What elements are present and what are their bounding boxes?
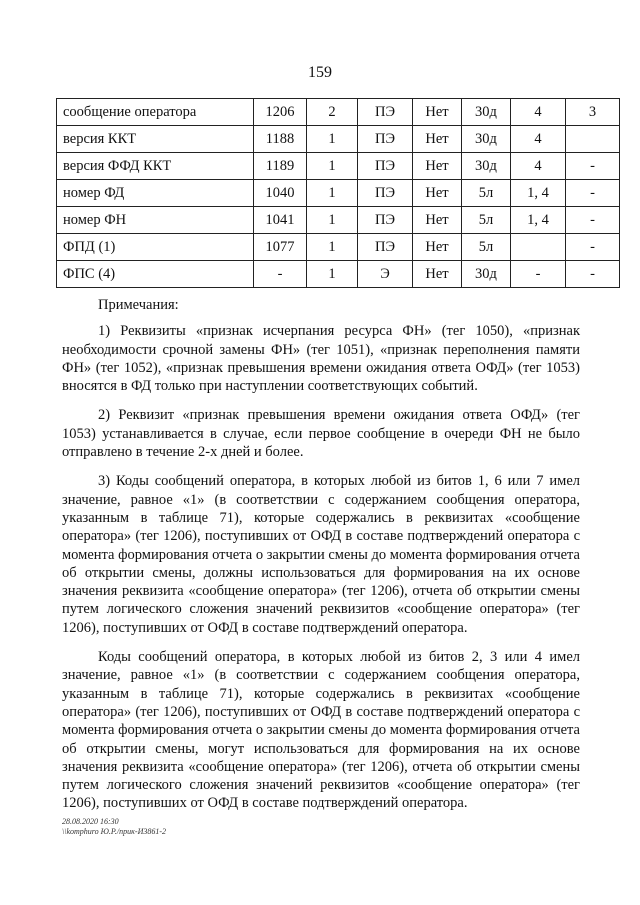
table-cell: 1077 [254, 234, 307, 261]
table-row [57, 261, 620, 288]
table-row [57, 234, 620, 261]
table-cell: 30д [462, 153, 511, 180]
table-row [57, 153, 620, 180]
table-cell: Нет [413, 180, 462, 207]
table-cell: Нет [413, 207, 462, 234]
table-cell: - [566, 153, 620, 180]
table-cell: номер ФН [57, 207, 254, 234]
table-cell: - [566, 261, 620, 288]
table-cell: 1, 4 [511, 180, 566, 207]
table-cell: ПЭ [358, 126, 413, 153]
table-cell: 1 [307, 207, 358, 234]
table-cell: 1 [307, 126, 358, 153]
table-cell: ПЭ [358, 207, 413, 234]
table-cell [566, 126, 620, 153]
footer-path: \\komphuro Ю.Р./прик-И3861-2 [62, 827, 167, 836]
table-cell: Нет [413, 153, 462, 180]
table-cell: 1041 [254, 207, 307, 234]
table-cell: ФПД (1) [57, 234, 254, 261]
table-cell: 30д [462, 261, 511, 288]
requisites-table [56, 98, 620, 288]
table-cell: ПЭ [358, 153, 413, 180]
table-cell: 5л [462, 234, 511, 261]
table-cell: 1 [307, 261, 358, 288]
table-cell: ФПС (4) [57, 261, 254, 288]
table-row [57, 180, 620, 207]
table-cell: Нет [413, 99, 462, 126]
notes-title: Примечания: [98, 297, 179, 313]
table-cell: 5л [462, 207, 511, 234]
table-cell: 4 [511, 153, 566, 180]
table-cell: 1188 [254, 126, 307, 153]
table-cell: 30д [462, 99, 511, 126]
table-cell: Нет [413, 261, 462, 288]
table-cell [511, 234, 566, 261]
table-cell: - [511, 261, 566, 288]
table-cell: 3 [566, 99, 620, 126]
document-footer [62, 817, 166, 837]
page-number: 159 [308, 64, 332, 81]
table-cell: - [566, 180, 620, 207]
table-cell: Нет [413, 234, 462, 261]
notes-section [62, 296, 580, 824]
footer-timestamp: 28.08.2020 16:30 [62, 817, 119, 826]
table-cell: сообщение оператора [57, 99, 254, 126]
table-cell: 1189 [254, 153, 307, 180]
table-cell: версия ККТ [57, 126, 254, 153]
table-cell: номер ФД [57, 180, 254, 207]
table-cell: 4 [511, 99, 566, 126]
table-cell: Э [358, 261, 413, 288]
table-cell: 30д [462, 126, 511, 153]
note-paragraph-3: 3) Коды сообщений оператора, в которых любой из битов 1, 6 или 7 имел значение, равное «1» (в соответствии с содержанием сообщения оператора, указанным в таблице 71), которые содержались в реквизитах «сообщение оператора» (тег 1206), поступивших от ОФД в составе подтверждений оператора с момента формирования отчета о закрытии смены до момента формирования отчета об открытии смены, должны использоваться для формирования на их основе значения реквизита «сообщение оператора» (тег 1206), отчета об открытии смены путем логического сложения значений реквизитов «сообщение оператора» (тег 1206), поступивших от ОФД в составе подтверждений оператора. [62, 473, 580, 636]
table-cell: 1 [307, 234, 358, 261]
table-cell: 4 [511, 126, 566, 153]
table-cell: - [566, 234, 620, 261]
table-cell: - [566, 207, 620, 234]
table-cell: 1040 [254, 180, 307, 207]
table-row [57, 207, 620, 234]
table-cell: 1, 4 [511, 207, 566, 234]
table-cell: Нет [413, 126, 462, 153]
table-row [57, 126, 620, 153]
table-cell: 5л [462, 180, 511, 207]
table-cell: версия ФФД ККТ [57, 153, 254, 180]
table-cell: ПЭ [358, 99, 413, 126]
table-cell: - [254, 261, 307, 288]
table-cell: ПЭ [358, 234, 413, 261]
table-cell: ПЭ [358, 180, 413, 207]
note-paragraph-4: Коды сообщений оператора, в которых любой из битов 2, 3 или 4 имел значение, равное «1» (в соответствии с содержанием сообщения оператора, указанным в таблице 71), которые содержались в реквизитах «сообщение оператора» (тег 1206), поступивших от ОФД в составе подтверждений оператора с момента формирования отчета о закрытии смены до момента формирования отчета об открытии смены, могут использоваться для формирования на их основе значения реквизита «сообщение оператора» (тег 1206), отчета об открытии смены путем логического сложения значений реквизитов «сообщение оператора» (тег 1206), поступивших от ОФД в составе подтверждений оператора. [62, 649, 580, 812]
note-paragraph-2: 2) Реквизит «признак превышения времени ожидания ответа ОФД» (тег 1053) устанавливается в случае, если первое сообщение в очереди ФН не было отправлено в течение 2-х дней и более. [62, 407, 580, 461]
table-cell: 1 [307, 180, 358, 207]
table-row [57, 99, 620, 126]
table-cell: 1206 [254, 99, 307, 126]
table-cell: 2 [307, 99, 358, 126]
table-cell: 1 [307, 153, 358, 180]
note-paragraph-1: 1) Реквизиты «признак исчерпания ресурса ФН» (тег 1050), «признак необходимости срочной замены ФН» (тег 1051), «признак переполнения памяти ФН» (тег 1052), «признак превышения времени ожидания ответа ОФД» (тег 1053) вносятся в ФД только при наступлении соответствующих событий. [62, 323, 580, 395]
